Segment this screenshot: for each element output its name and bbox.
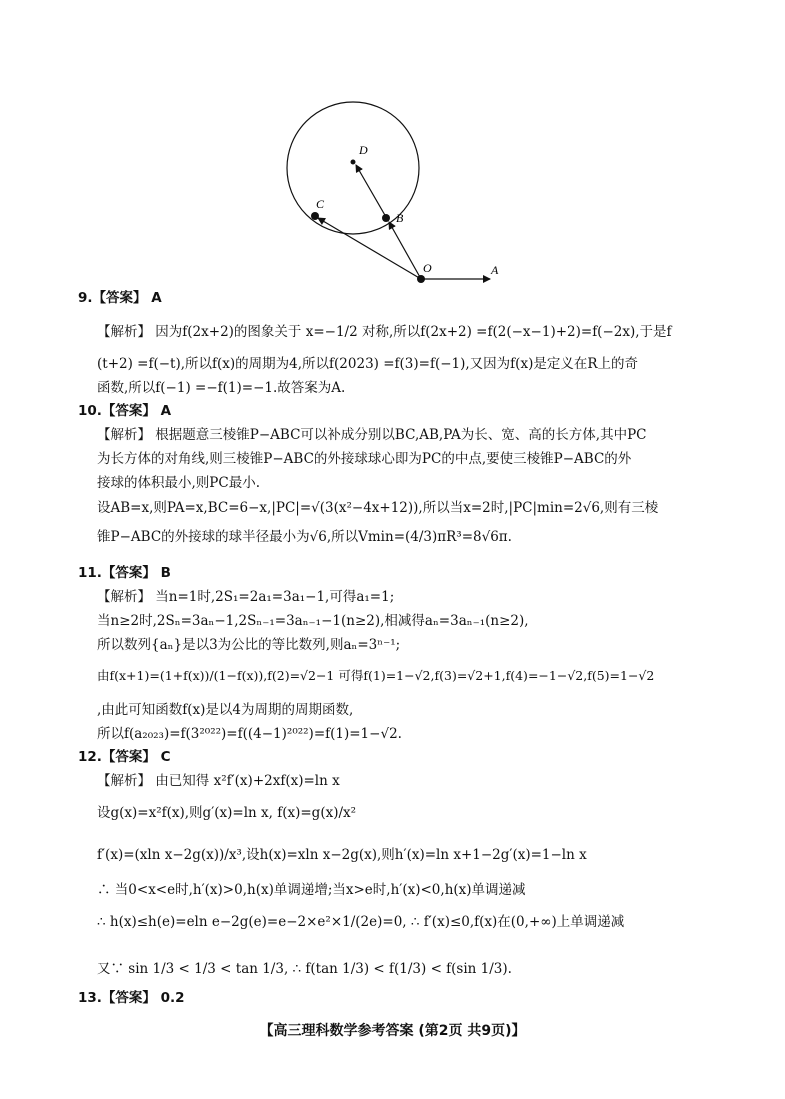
q12-analysis-line: 又∵ sin 1/3 < 1/3 < tan 1/3, ∴ f(tan 1/3) < f(1/3) < f(sin 1/3). — [97, 961, 512, 977]
q11-answer: 11.【答案】 B — [78, 565, 171, 581]
q10-analysis-line: 【解析】 根据题意三棱锥P−ABC可以补成分别以BC,AB,PA为长、宽、高的长方体,其中PC — [97, 427, 647, 443]
vector-b-d — [356, 165, 386, 217]
q9-answer: 9.【答案】 A — [78, 290, 162, 306]
q11-analysis-line: ,由此可知函数f(x)是以4为周期的周期函数, — [97, 702, 354, 718]
point-b — [382, 214, 390, 222]
q9-analysis-line: (t+2) =f(−t),所以f(x)的周期为4,所以f(2023) =f(3)=f(−1),又因为f(x)是定义在R上的奇 — [97, 356, 638, 372]
circle-vector-figure — [278, 92, 508, 292]
page-footer: 【高三理科数学参考答案 (第2页 共9页)】 — [259, 1023, 526, 1039]
q12-analysis-line: ∴ h(x)≤h(e)=eln e−2g(e)=e−2×e²×1/(2e)=0, ∴ f′(x)≤0,f(x)在(0,+∞)上单调递减 — [97, 914, 625, 930]
q11-analysis-line: 由f(x+1)=(1+f(x))/(1−f(x)),f(2)=√2−1 可得f(1)=1−√2,f(3)=√2+1,f(4)=−1−√2,f(5)=1−√2 — [97, 668, 655, 683]
q11-analysis-line: 所以数列{aₙ}是以3为公比的等比数列,则aₙ=3ⁿ⁻¹; — [97, 637, 401, 653]
q12-analysis-line: f′(x)=(xln x−2g(x))/x³,设h(x)=xln x−2g(x),则h′(x)=ln x+1−2g′(x)=1−ln x — [97, 847, 587, 863]
q12-analysis-line: 设g(x)=x²f(x),则g′(x)=ln x, f(x)=g(x)/x² — [97, 805, 357, 821]
label-c: C — [316, 197, 325, 211]
label-a: A — [491, 263, 499, 277]
point-c — [311, 212, 319, 220]
q11-analysis-line: 所以f(a₂₀₂₃)=f(3²⁰²²)=f((4−1)²⁰²²)=f(1)=1−√2. — [97, 726, 402, 742]
q13-answer: 13.【答案】 0.2 — [78, 990, 185, 1006]
q10-analysis-line: 锥P−ABC的外接球的球半径最小为√6,所以Vmin=(4/3)πR³=8√6π. — [97, 529, 512, 545]
q10-analysis-line: 接球的体积最小,则PC最小. — [97, 475, 260, 491]
label-d: D — [359, 143, 368, 157]
q11-analysis-line: 【解析】 当n=1时,2S₁=2a₁=3a₁−1,可得a₁=1; — [97, 589, 395, 605]
q10-answer: 10.【答案】 A — [78, 403, 172, 419]
q11-analysis-line: 当n≥2时,2Sₙ=3aₙ−1,2Sₙ₋₁=3aₙ₋₁−1(n≥2),相减得aₙ=3aₙ₋₁(n≥2), — [97, 613, 529, 629]
q10-analysis-line: 为长方体的对角线,则三棱锥P−ABC的外接球球心即为PC的中点,要使三棱锥P−ABC的外 — [97, 451, 632, 467]
q9-analysis-line: 【解析】 因为f(2x+2)的图象关于 x=−1/2 对称,所以f(2x+2) =f(2(−x−1)+2)=f(−2x),于是f — [97, 324, 672, 340]
q12-analysis-line: 【解析】 由已知得 x²f′(x)+2xf(x)=ln x — [97, 773, 340, 789]
vector-o-b — [389, 222, 421, 279]
label-o: O — [423, 261, 432, 275]
q12-answer: 12.【答案】 C — [78, 749, 171, 765]
q12-analysis-line: ∴ 当0<x<e时,h′(x)>0,h(x)单调递增;当x>e时,h′(x)<0,h(x)单调递减 — [97, 882, 526, 898]
vector-o-c — [318, 218, 421, 279]
label-b: B — [396, 211, 404, 225]
q9-analysis-line: 函数,所以f(−1) =−f(1)=−1.故答案为A. — [97, 380, 346, 396]
point-o — [417, 275, 425, 283]
q10-analysis-line: 设AB=x,则PA=x,BC=6−x,|PC|=√(3(x²−4x+12)),所以当x=2时,|PC|min=2√6,则有三棱 — [97, 500, 659, 516]
point-d — [351, 160, 356, 165]
